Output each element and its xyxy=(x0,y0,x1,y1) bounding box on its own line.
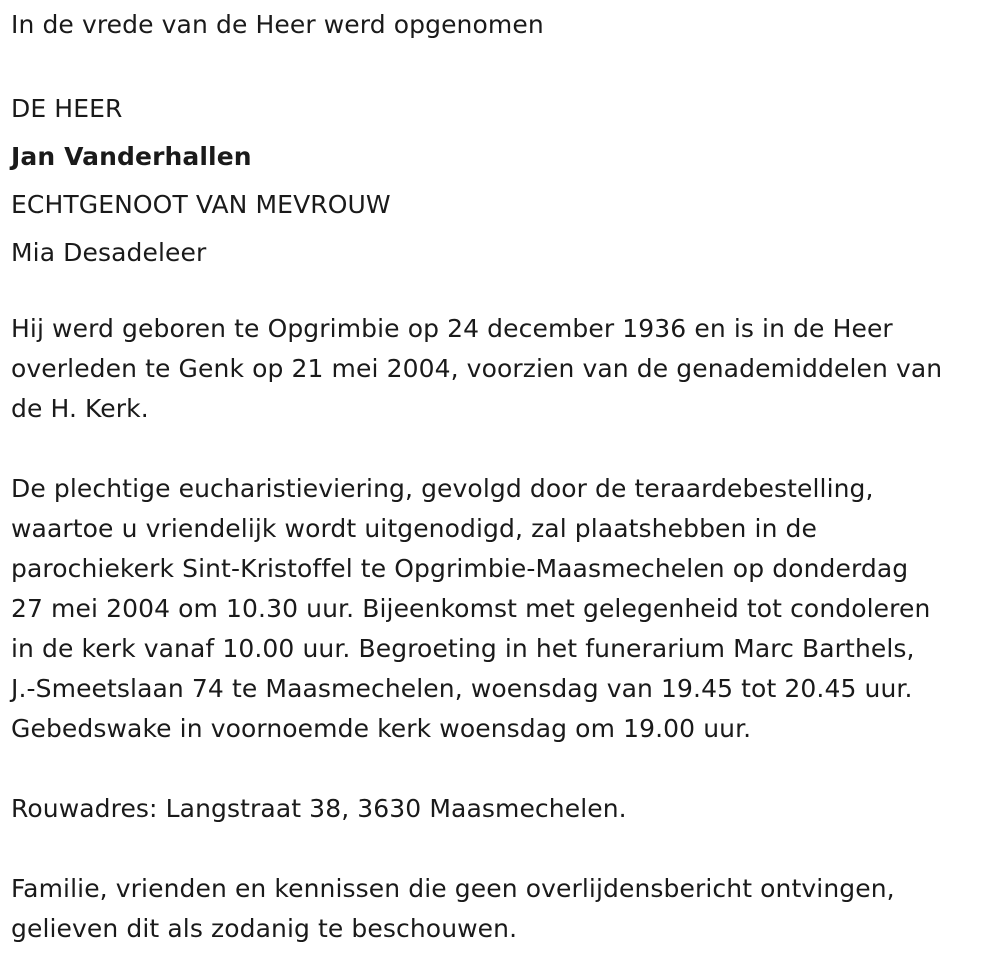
spacer xyxy=(11,749,991,789)
spacer xyxy=(11,45,991,85)
spacer xyxy=(11,829,991,869)
closing-paragraph xyxy=(11,869,991,949)
death-notice xyxy=(11,0,991,949)
paragraph-line: 27 mei 2004 om 10.30 uur. Bijeenkomst met gelegenheid tot condoleren xyxy=(11,594,931,623)
paragraph-line: waartoe u vriendelijk wordt uitgenodigd, zal plaatshebben in de xyxy=(11,514,818,543)
paragraph-line: de H. Kerk. xyxy=(11,394,149,423)
spacer xyxy=(11,429,991,469)
intro-line: In de vrede van de Heer werd opgenomen xyxy=(11,10,544,39)
paragraph-line: Familie, vrienden en kennissen die geen overlijdensbericht ontvingen, xyxy=(11,874,895,903)
spouse-name: Mia Desadeleer xyxy=(11,238,207,267)
address-line: Rouwadres: Langstraat 38, 3630 Maasmechelen. xyxy=(11,794,627,823)
honorific: DE HEER xyxy=(11,94,123,123)
ceremony-paragraph xyxy=(11,469,991,749)
birth-death-paragraph xyxy=(11,309,991,429)
paragraph-line: in de kerk vanaf 10.00 uur. Begroeting in het funerarium Marc Barthels, xyxy=(11,634,915,663)
spouse-label: ECHTGENOOT VAN MEVROUW xyxy=(11,190,391,219)
spacer xyxy=(11,277,991,309)
paragraph-line: Gebedswake in voornoemde kerk woensdag om 19.00 uur. xyxy=(11,714,752,743)
paragraph-line: parochiekerk Sint-Kristoffel te Opgrimbie-Maasmechelen op donderdag xyxy=(11,554,909,583)
paragraph-line: gelieven dit als zodanig te beschouwen. xyxy=(11,914,518,943)
deceased-name: Jan Vanderhallen xyxy=(11,142,252,171)
paragraph-line: Hij werd geboren te Opgrimbie op 24 december 1936 en is in de Heer xyxy=(11,314,893,343)
paragraph-line: J.-Smeetslaan 74 te Maasmechelen, woensdag van 19.45 tot 20.45 uur. xyxy=(11,674,913,703)
paragraph-line: De plechtige eucharistieviering, gevolgd door de teraardebestelling, xyxy=(11,474,874,503)
paragraph-line: overleden te Genk op 21 mei 2004, voorzien van de genademiddelen van xyxy=(11,354,943,383)
